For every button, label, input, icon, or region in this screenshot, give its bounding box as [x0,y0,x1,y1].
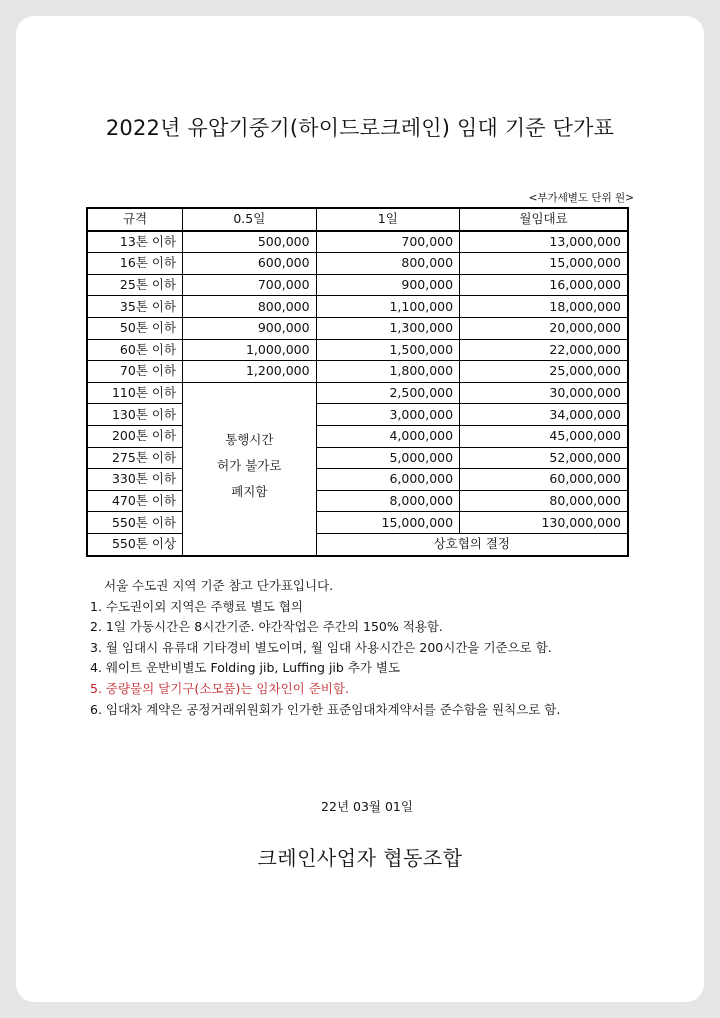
notes-intro: 서울 수도권 지역 기준 참고 단가표입니다. [104,578,334,593]
monthly-cell: 130,000,000 [460,512,628,534]
day-cell: 1,500,000 [316,339,460,361]
header-day: 1일 [316,208,460,231]
note-line: 허가 불가로 [217,457,282,473]
note-item: 4. 웨이트 운반비별도 Folding jib, Luffing jib 추가 별도 [90,660,401,676]
half-day-cell: 700,000 [183,274,317,296]
monthly-cell: 30,000,000 [460,382,628,404]
spec-cell: 50톤 이하 [87,317,183,339]
day-cell: 900,000 [316,274,460,296]
monthly-cell: 22,000,000 [460,339,628,361]
header-half-day: 0.5일 [183,208,317,231]
note-item: 2. 1일 가동시간은 8시간기준. 야간작업은 주간의 150% 적용함. [90,619,443,635]
header-monthly: 월임대료 [460,208,628,231]
table-row [87,253,628,275]
day-cell: 1,100,000 [316,296,460,318]
document-date: 22년 03월 01일 [321,799,413,814]
monthly-cell: 18,000,000 [460,296,628,318]
spec-cell: 60톤 이하 [87,339,183,361]
day-cell: 6,000,000 [316,469,460,491]
spec-cell: 13톤 이하 [87,231,183,253]
note-line: 폐지함 [231,483,268,499]
day-cell: 15,000,000 [316,512,460,534]
spec-cell: 550톤 이상 [87,533,183,555]
monthly-cell: 80,000,000 [460,490,628,512]
note-item-highlight: 5. 중량물의 달기구(소모품)는 임차인이 준비함. [90,680,349,696]
spec-cell: 275톤 이하 [87,447,183,469]
day-cell: 800,000 [316,253,460,275]
table-row [87,469,628,491]
table-row [87,425,628,447]
day-cell: 1,300,000 [316,317,460,339]
monthly-cell: 52,000,000 [460,447,628,469]
table-row [87,296,628,318]
day-cell: 4,000,000 [316,425,460,447]
monthly-cell: 15,000,000 [460,253,628,275]
half-day-discontinued-note [183,382,317,555]
half-day-cell: 600,000 [183,253,317,275]
document-title: 2022년 유압기중기(하이드로크레인) 임대 기준 단가표 [105,116,615,140]
table-row [87,404,628,426]
spec-cell: 470톤 이하 [87,490,183,512]
half-day-cell: 1,000,000 [183,339,317,361]
header-spec: 규격 [87,208,183,231]
half-day-cell: 1,200,000 [183,361,317,383]
half-day-cell: 500,000 [183,231,317,253]
monthly-cell: 16,000,000 [460,274,628,296]
spec-cell: 110톤 이하 [87,382,183,404]
table-row [87,490,628,512]
monthly-cell: 20,000,000 [460,317,628,339]
spec-cell: 25톤 이하 [87,274,183,296]
organization-name: 크레인사업자 협동조합 [257,846,463,870]
half-day-cell: 800,000 [183,296,317,318]
monthly-cell: 45,000,000 [460,425,628,447]
spec-cell: 200톤 이하 [87,425,183,447]
day-cell: 700,000 [316,231,460,253]
spec-cell: 70톤 이하 [87,361,183,383]
table-row [87,274,628,296]
note-item: 6. 임대차 계약은 공정거래위원회가 인가한 표준임대차계약서를 준수함을 원칙으로 함. [90,701,561,717]
table-row [87,512,628,534]
table-header-row [87,208,628,231]
price-table [86,207,629,557]
monthly-cell: 34,000,000 [460,404,628,426]
table-row [87,361,628,383]
note-item: 3. 월 임대시 유류대 기타경비 별도이며, 월 임대 사용시간은 200시간을 기준으로 함. [90,639,552,655]
table-row [87,533,628,555]
table-row [87,339,628,361]
spec-cell: 550톤 이하 [87,512,183,534]
spec-cell: 130톤 이하 [87,404,183,426]
monthly-cell: 25,000,000 [460,361,628,383]
note-line: 통행시간 [225,431,274,447]
day-cell: 1,800,000 [316,361,460,383]
monthly-cell: 60,000,000 [460,469,628,491]
note-item: 1. 수도권이외 지역은 주행료 별도 협의 [90,598,303,614]
table-row [87,382,628,404]
monthly-cell: 13,000,000 [460,231,628,253]
spec-cell: 330톤 이하 [87,469,183,491]
unit-note: <부가세별도 단위 원> [528,192,634,204]
table-row [87,231,628,253]
negotiation-cell: 상호협의 결정 [316,533,628,555]
day-cell: 8,000,000 [316,490,460,512]
spec-cell: 16톤 이하 [87,253,183,275]
table-row [87,447,628,469]
notes-section [90,576,560,720]
day-cell: 3,000,000 [316,404,460,426]
spec-cell: 35톤 이하 [87,296,183,318]
half-day-cell: 900,000 [183,317,317,339]
day-cell: 2,500,000 [316,382,460,404]
day-cell: 5,000,000 [316,447,460,469]
table-row [87,317,628,339]
